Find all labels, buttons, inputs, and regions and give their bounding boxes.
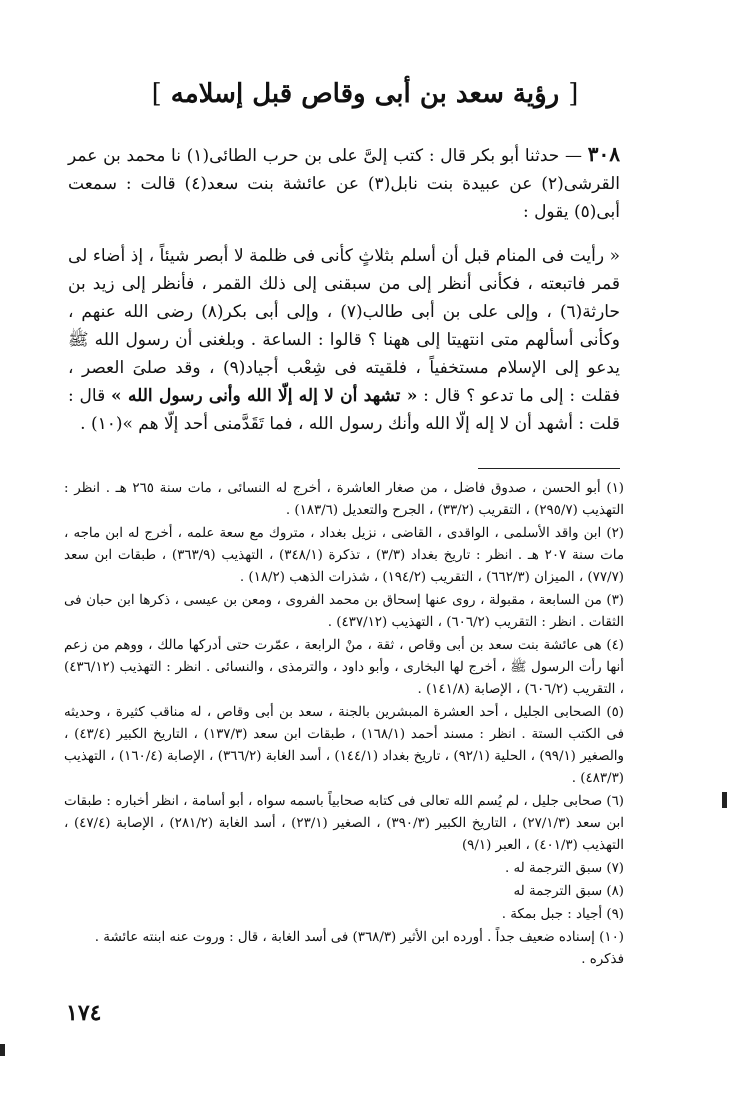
page-number: ١٧٤	[66, 1000, 102, 1026]
footnote-6: (٦) صحابى جليل ، لم يُسم الله تعالى فى كتابه صحابياً باسمه سواه ، أبو أسامة ، انظر أخباره : طبقات ابن سعد (٢٧/١/٣) ، التاريخ الكبير (٣٩٠/٣) ، الصغير (٢٣/١) ، أسد الغابة (٢٨١/٢) ، الإصابة (٤٧/٤) ، التهذيب (٤٠١/٣) ، العبر (٩/١)	[64, 794, 624, 853]
footnote-8: (٨) سبق الترجمة له	[513, 884, 624, 899]
hadith-body-part2: قال : قلت : أشهد أن لا إله إلّا الله وأنك رسول الله ، فما تَقَدَّمنى أحد إلّا هم »(١٠) .	[68, 386, 620, 434]
footnote-10: (١٠) إسناده ضعيف جداً . أورده ابن الأثير (٣٦٨/٣) فى أسد الغابة ، قال : وروت عنه ابنته عائشة . فذكره .	[94, 930, 624, 967]
hadith-body-part1: « رأيت فى المنام قبل أن أسلم بثلاثٍ كأنى فى ظلمة لا أبصر شيئاً ، إذ أضاء لى قمر فاتبعته ، فكأنى أنظر إلى من سبقنى إلى ذلك القمر ، فأنظر إلى زيد بن حارثة(٦) ، وإلى على بن أبى طالب(٧) ، وإلى أبى بكر(٨) رضى الله عنهم ، وكأنى أسألهم متى انتهيتا إلى ههنا ؟ قالوا : الساعة . وبلغنى أن رسول الله ﷺ يدعو إلى الإسلام مستخفياً ، فلقيته فى شِعْب أجياد(٩) ، وقد صلىَ العصر ، فقلت : إلى ما تدعو ؟ قال :	[68, 246, 621, 406]
hadith-number: ٣٠٨	[587, 142, 621, 166]
section-title	[150, 74, 580, 114]
title-bracket-open: [	[568, 79, 579, 109]
title-bracket-close: ]	[151, 79, 162, 109]
hadith-text	[68, 140, 620, 438]
footnote-4: (٤) هى عائشة بنت سعد بن أبى وقاص ، ثقة ، منْ الرابعة ، عمّرت حتى أدركها مالك ، ووهم من زعم أنها رأت الرسول ﷺ ، أخرج لها البخارى ، وأبو داود ، والترمذى ، والنسائى . انظر : التهذيب (٤٣٦/١٢) ، التقريب (٦٠٦/٢) ، الإصابة (١٤١/٨) .	[64, 638, 624, 697]
footnote-5: (٥) الصحابى الجليل ، أحد العشرة المبشرين بالجنة ، سعد بن أبى وقاص ، له مناقب كثيرة ، وحديثه فى الكتب الستة . انظر : مسند أحمد (١٦٨/١) ، طبقات ابن سعد (١٣٧/٣) ، التاريخ الكبير (٤٣/٤) ، والصغير (٩٩/١) ، الحلية (٩٢/١) ، تاريخ بغداد (١٤٤/١) ، أسد الغابة (٣٦٦/٢) ، الإصابة (١٦٠/٤) ، التهذيب (٤٨٣/٣) .	[64, 705, 624, 786]
footnote-2: (٢) ابن واقد الأسلمى ، الواقدى ، القاضى ، نزيل بغداد ، متروك مع سعة علمه ، أخرج له ابن ماجه ، مات سنة ٢٠٧ هـ . انظر : تاريخ بغداد (٣/٣) ، تذكرة (٣٤٨/١) ، التهذيب (٣٦٣/٩) ، طبقات ابن سعد (٧٧/٧) ، الميزان (٦٦٢/٣) ، التقريب (١٩٤/٢) ، شذرات الذهب (١٨/٢) .	[64, 526, 624, 585]
footnote-7: (٧) سبق الترجمة له .	[504, 861, 624, 876]
footnote-3: (٣) من السابعة ، مقبولة ، روى عنها إسحاق بن محمد الفروى ، ومعن بن عيسى ، ذكرها ابن حبان فى الثقات . انظر : التقريب (٦٠٦/٢) ، التهذيب (٤٣٧/١٢) .	[64, 593, 624, 630]
hadith-intro: — حدثنا أبو بكر قال : كتب إلىَّ على بن حرب الطائى(١) نا محمد بن عمر القرشى(٢) عن عبيدة بنت نابل(٣) عن عائشة بنت سعد(٤) قالت : سمعت أبى(٥) يقول :	[68, 146, 621, 222]
footnote-divider	[478, 468, 620, 469]
hadith-isnad	[68, 140, 620, 226]
title-text: رؤية سعد بن أبى وقاص قبل إسلامه	[170, 79, 560, 109]
scan-mark	[722, 792, 727, 808]
scan-mark	[0, 1044, 5, 1056]
footnote-1: (١) أبو الحسن ، صدوق فاضل ، من صغار العاشرة ، أخرج له النسائى ، مات سنة ٢٦٥ هـ . انظر : التهذيب (٢٩٥/٧) ، التقريب (٣٣/٢) ، الجرح والتعديل (١٨٣/٦) .	[64, 481, 624, 518]
footnote-9: (٩) أجياد : جبل بمكة .	[501, 907, 624, 922]
footnotes	[64, 478, 624, 972]
hadith-matn	[68, 242, 620, 438]
hadith-bold-quote: « تشهد أن لا إله إلّا الله وأنى رسول الله »	[111, 386, 418, 406]
